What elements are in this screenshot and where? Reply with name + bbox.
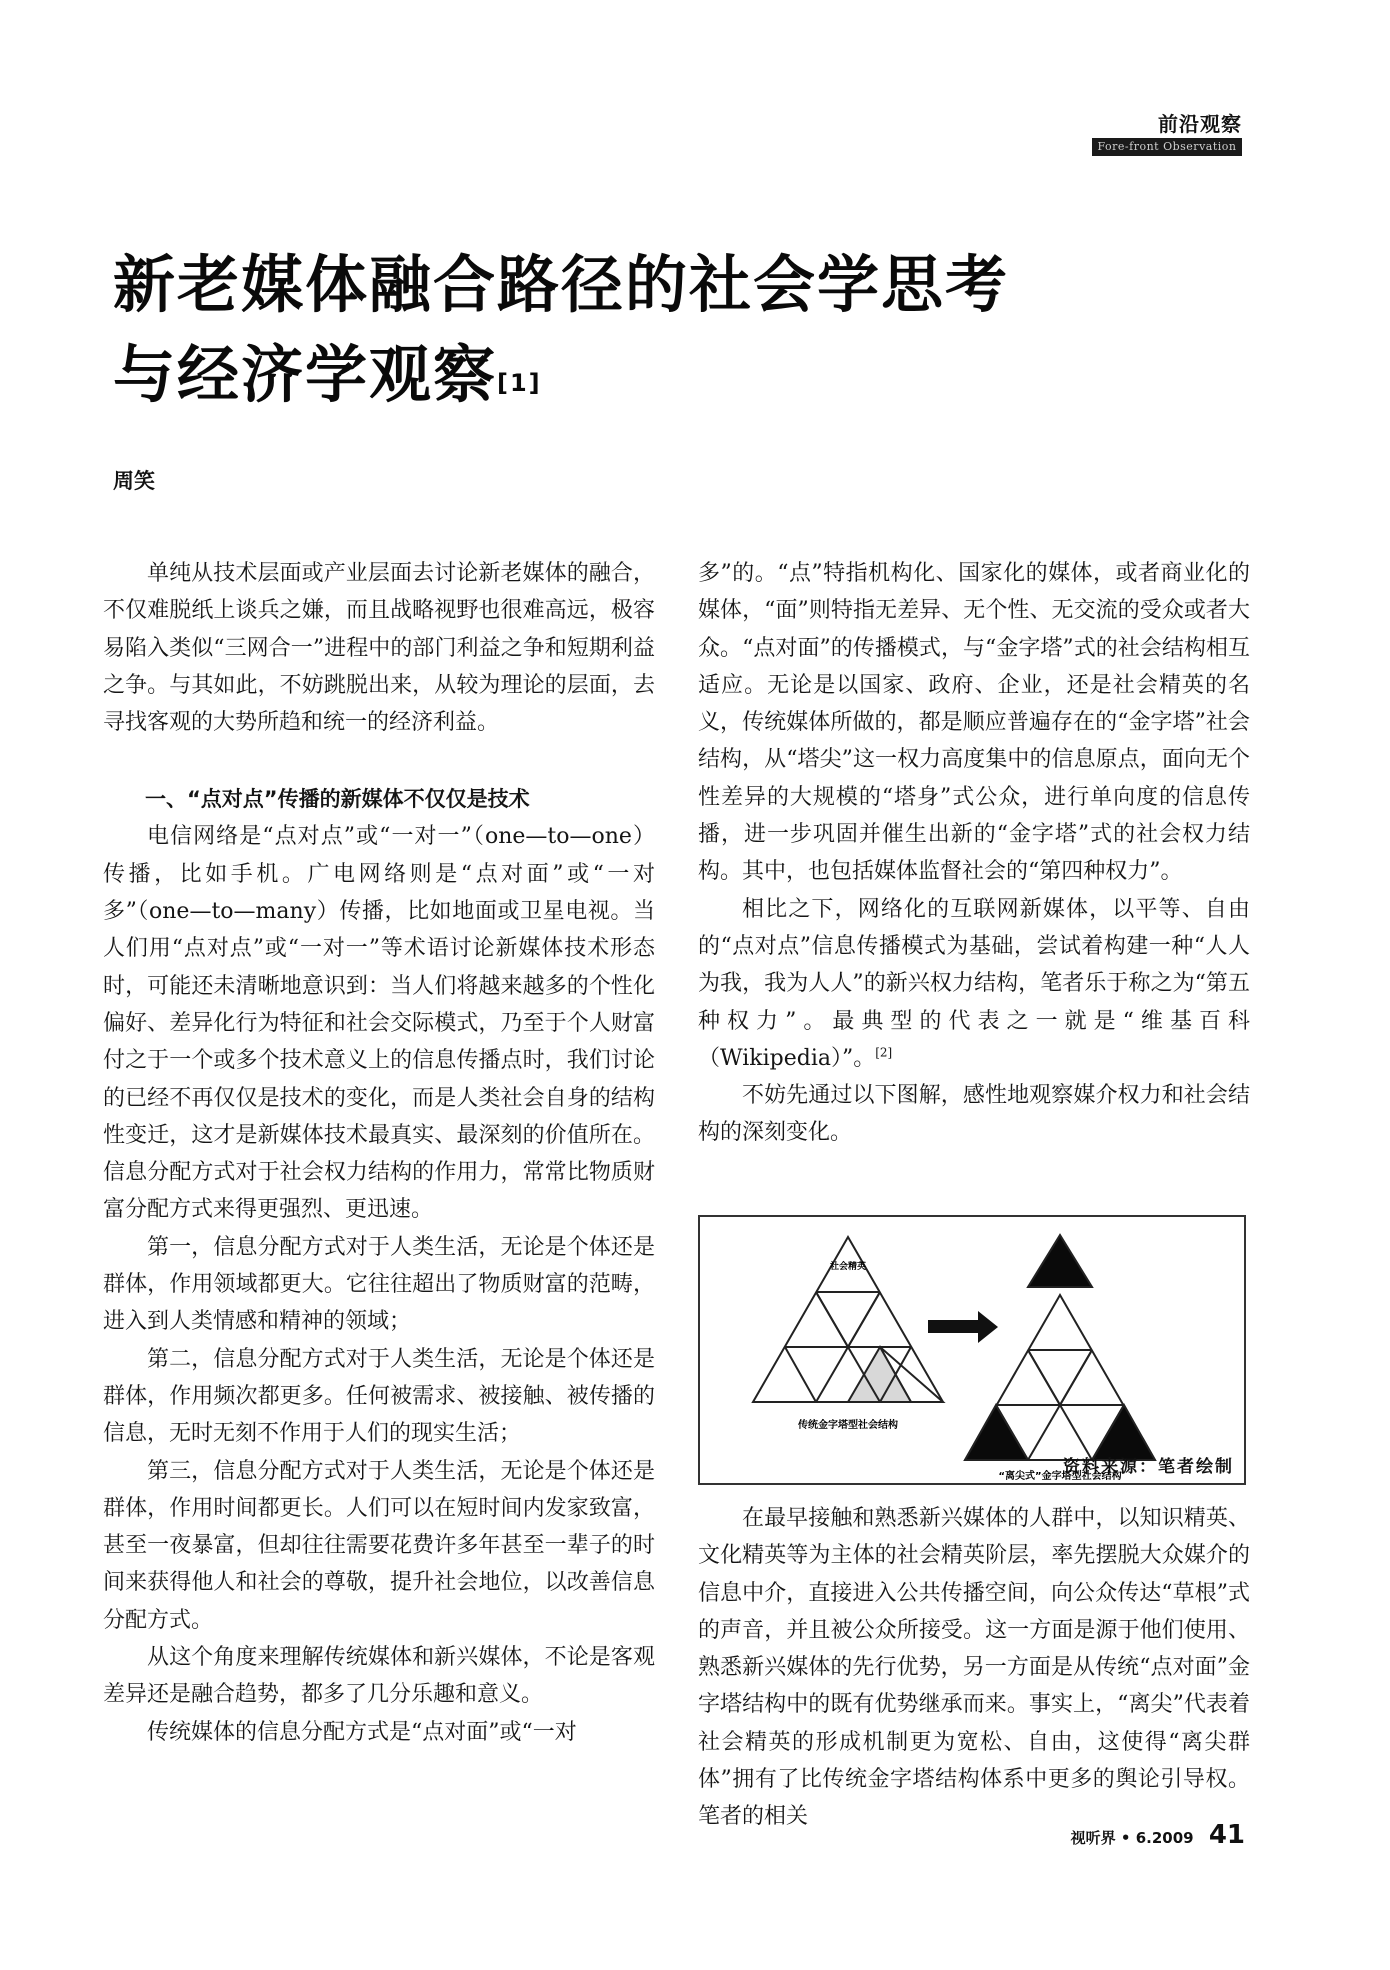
title-line-1: 新老媒体融合路径的社会学思考 [113,248,1010,321]
arrow-icon [928,1311,998,1343]
pyramid-figure [698,1215,1246,1485]
apex-label: 社会精英 [829,1262,867,1272]
intro-paragraph: 单纯从技术层面或产业层面去讨论新老媒体的融合，不仅难脱纸上谈兵之嫌，而且战略视野也很难高远，极容易陷入类似“三网合一”进程中的部门利益之争和短期利益之争。与其如此，不妨跳脱出来，从较为理论的层面，去寻找客观的大势所趋和统一的经济利益。 [103,561,655,736]
shaded-cell [848,1347,911,1402]
figure-source: 资料来源：笔者绘制 [1063,1457,1234,1477]
right-column-lower [698,1500,1250,1836]
right-pyramid-caption: “离尖式”金字塔型社会结构 [998,1471,1122,1482]
paragraph [698,891,1250,1077]
left-column [103,555,655,1751]
paragraph: 多”的。“点”特指机构化、国家化的媒体，或者商业化的媒体，“面”则特指无差异、无个性、无交流的受众或者大众。“点对面”的传播模式，与“金字塔”式的社会结构相互适应。无论是以国家、政府、企业，还是社会精英的名义，传统媒体所做的，都是顺应普遍存在的“金字塔”社会结构，从“塔尖”这一权力高度集中的信息原点，面向无个性差异的大规模的“塔身”式公众，进行单向度的信息传播，进一步巩固并催生出新的“金字塔”式的社会权力结构。其中，也包括媒体监督社会的“第四种权力”。 [698,561,1250,885]
issue-number: 6.2009 [1135,1829,1194,1847]
paragraph-text: 相比之下，网络化的互联网新媒体，以平等、自由的“点对点”信息传播模式为基础，尝试着构建一种“人人为我，我为人人”的新兴权力结构，笔者乐于称之为“第五种权力”。最典型的代表之一就是“维基百科（Wikipedia）”。 [698,896,1250,1071]
off-apex-pyramid [965,1235,1155,1460]
pyramid-diagram [700,1217,1248,1487]
left-pyramid-caption: 传统金字塔型社会结构 [798,1420,898,1431]
paragraph: 从这个角度来理解传统媒体和新兴媒体，不论是客观差异还是融合趋势，都多了几分乐趣和意义。 [103,1645,655,1708]
article-title [113,240,1013,420]
author-name: 周笑 [113,469,155,493]
paragraph: 在最早接触和熟悉新兴媒体的人群中，以知识精英、文化精英等为主体的社会精英阶层，率先摆脱大众媒介的信息中介，直接进入公共传播空间，向公众传达“草根”式的声音，并且被公众所接受。这一方面是源于他们使用、熟悉新兴媒体的先行优势，另一方面是从传统“点对面”金字塔结构中的既有优势继承而来。事实上，“离尖”代表着社会精英的形成机制更为宽松、自由，这使得“离尖群体”拥有了比传统金字塔结构体系中更多的舆论引导权。笔者的相关 [698,1506,1250,1830]
corner-black-triangle-left [965,1405,1028,1460]
section-label-en: Fore-front Observation [1092,138,1242,156]
apex-black-triangle [1028,1235,1092,1287]
journal-name: 视听界 [1070,1829,1116,1847]
section-tag [1092,112,1242,156]
paragraph: 第三，信息分配方式对于人类生活，无论是个体还是群体，作用时间都更长。人们可以在短时间内发家致富，甚至一夜暴富，但却往往需要花费许多年甚至一辈子的时间来获得他人和社会的尊敬，提升社会地位，以改善信息分配方式。 [103,1458,655,1633]
paragraph: 不妨先通过以下图解，感性地观察媒介权力和社会结构的深刻变化。 [698,1083,1250,1146]
paragraph: 第一，信息分配方式对于人类生活，无论是个体还是群体，作用领域都更大。它往往超出了物质财富的范畴，进入到人类情感和精神的领域； [103,1234,655,1335]
right-column [698,555,1250,1152]
paragraph: 第二，信息分配方式对于人类生活，无论是个体还是群体，作用频次都更多。任何被需求、被接触、被传播的信息，无时无刻不作用于人们的现实生活； [103,1346,655,1447]
footer-separator: • [1120,1829,1131,1847]
title-reference: [1] [497,369,542,397]
section-label: 前沿观察 [1158,112,1242,136]
paragraph: 传统媒体的信息分配方式是“点对面”或“一对 [147,1719,577,1745]
section-heading-1: 一、“点对点”传播的新媒体不仅仅是技术 [145,787,530,812]
page-footer [1071,1820,1245,1850]
paragraph: 电信网络是“点对点”或“一对一”（one—to—one）传播，比如手机。广电网络则是“点对面”或“一对多”（one—to—many）传播，比如地面或卫星电视。当人们用“点对点”或“一对一”等术语讨论新媒体技术形态时，可能还未清晰地意识到：当人们将越来越多的个性化偏好、差异化行为特征和社会交际模式，乃至于个人财富付之于一个或多个技术意义上的信息传播点时，我们讨论的已经不再仅仅是技术的变化，而是人类社会自身的结构性变迁，这才是新媒体技术最真实、最深刻的价值所在。信息分配方式对于社会权力结构的作用力，常常比物质财富分配方式来得更强烈、更迅速。 [103,824,655,1223]
title-line-2: 与经济学观察 [113,338,498,411]
page-number: 41 [1208,1820,1245,1850]
footnote-reference: [2] [875,1045,893,1060]
